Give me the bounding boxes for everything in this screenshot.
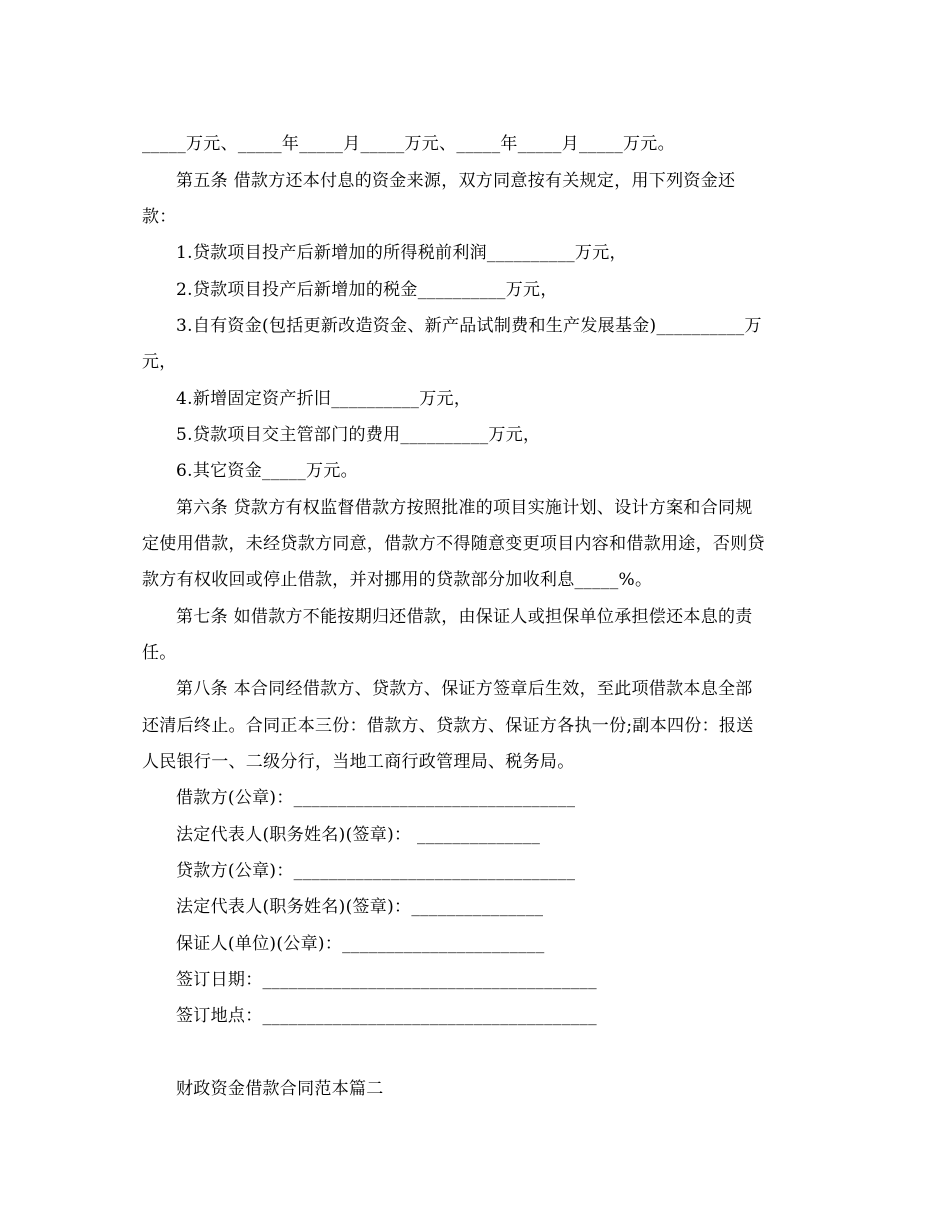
text-line-6: 3.自有资金(包括更新改造资金、新产品试制费和生产发展基金)__________万 <box>176 316 762 336</box>
signing-date: 签订日期：______________________________________ <box>176 970 597 990</box>
text-line-7: 元， <box>142 352 177 372</box>
text-line-8: 4.新增固定资产折旧__________万元， <box>176 389 472 409</box>
text-line-5: 2.贷款项目投产后新增加的税金__________万元， <box>176 280 558 300</box>
text-line-3: 款： <box>142 207 177 227</box>
text-line-12: 定使用借款，未经贷款方同意，借款方不得随意变更项目内容和借款用途，否则贷 <box>142 534 765 554</box>
text-line-1: _____万元、_____年_____月_____万元、_____年_____月_____万元。 <box>142 134 675 154</box>
text-line-10: 6.其它资金_____万元。 <box>176 461 358 481</box>
text-line-15: 任。 <box>142 643 177 663</box>
signature-guarantor: 保证人(单位)(公章)：_______________________ <box>176 934 545 954</box>
signature-borrower-representative: 法定代表人(职务姓名)(签章)： ______________ <box>176 825 541 845</box>
text-line-18: 人民银行一、二级分行，当地工商行政管理局、税务局。 <box>142 752 575 772</box>
text-line-16: 第八条 本合同经借款方、贷款方、保证方签章后生效，至此项借款本息全部 <box>176 679 753 699</box>
section-heading: 财政资金借款合同范本篇二 <box>176 1079 384 1099</box>
signing-place: 签订地点：______________________________________ <box>176 1006 597 1026</box>
text-line-13: 款方有权收回或停止借款，并对挪用的贷款部分加收利息_____%。 <box>142 570 653 590</box>
text-line-17: 还清后终止。合同正本三份：借款方、贷款方、保证方各执一份;副本四份：报送 <box>142 716 754 736</box>
signature-lender-representative: 法定代表人(职务姓名)(签章)：_______________ <box>176 897 544 917</box>
signature-borrower: 借款方(公章)：________________________________ <box>176 788 576 808</box>
text-line-11: 第六条 贷款方有权监督借款方按照批准的项目实施计划、设计方案和合同规 <box>176 498 753 518</box>
text-line-9: 5.贷款项目交主管部门的费用__________万元， <box>176 425 541 445</box>
text-line-14: 第七条 如借款方不能按期归还借款，由保证人或担保单位承担偿还本息的责 <box>176 607 753 627</box>
text-line-4: 1.贷款项目投产后新增加的所得税前利润__________万元， <box>176 243 627 263</box>
text-line-2: 第五条 借款方还本付息的资金来源，双方同意按有关规定，用下列资金还 <box>176 171 736 191</box>
signature-lender: 贷款方(公章)：________________________________ <box>176 861 576 881</box>
